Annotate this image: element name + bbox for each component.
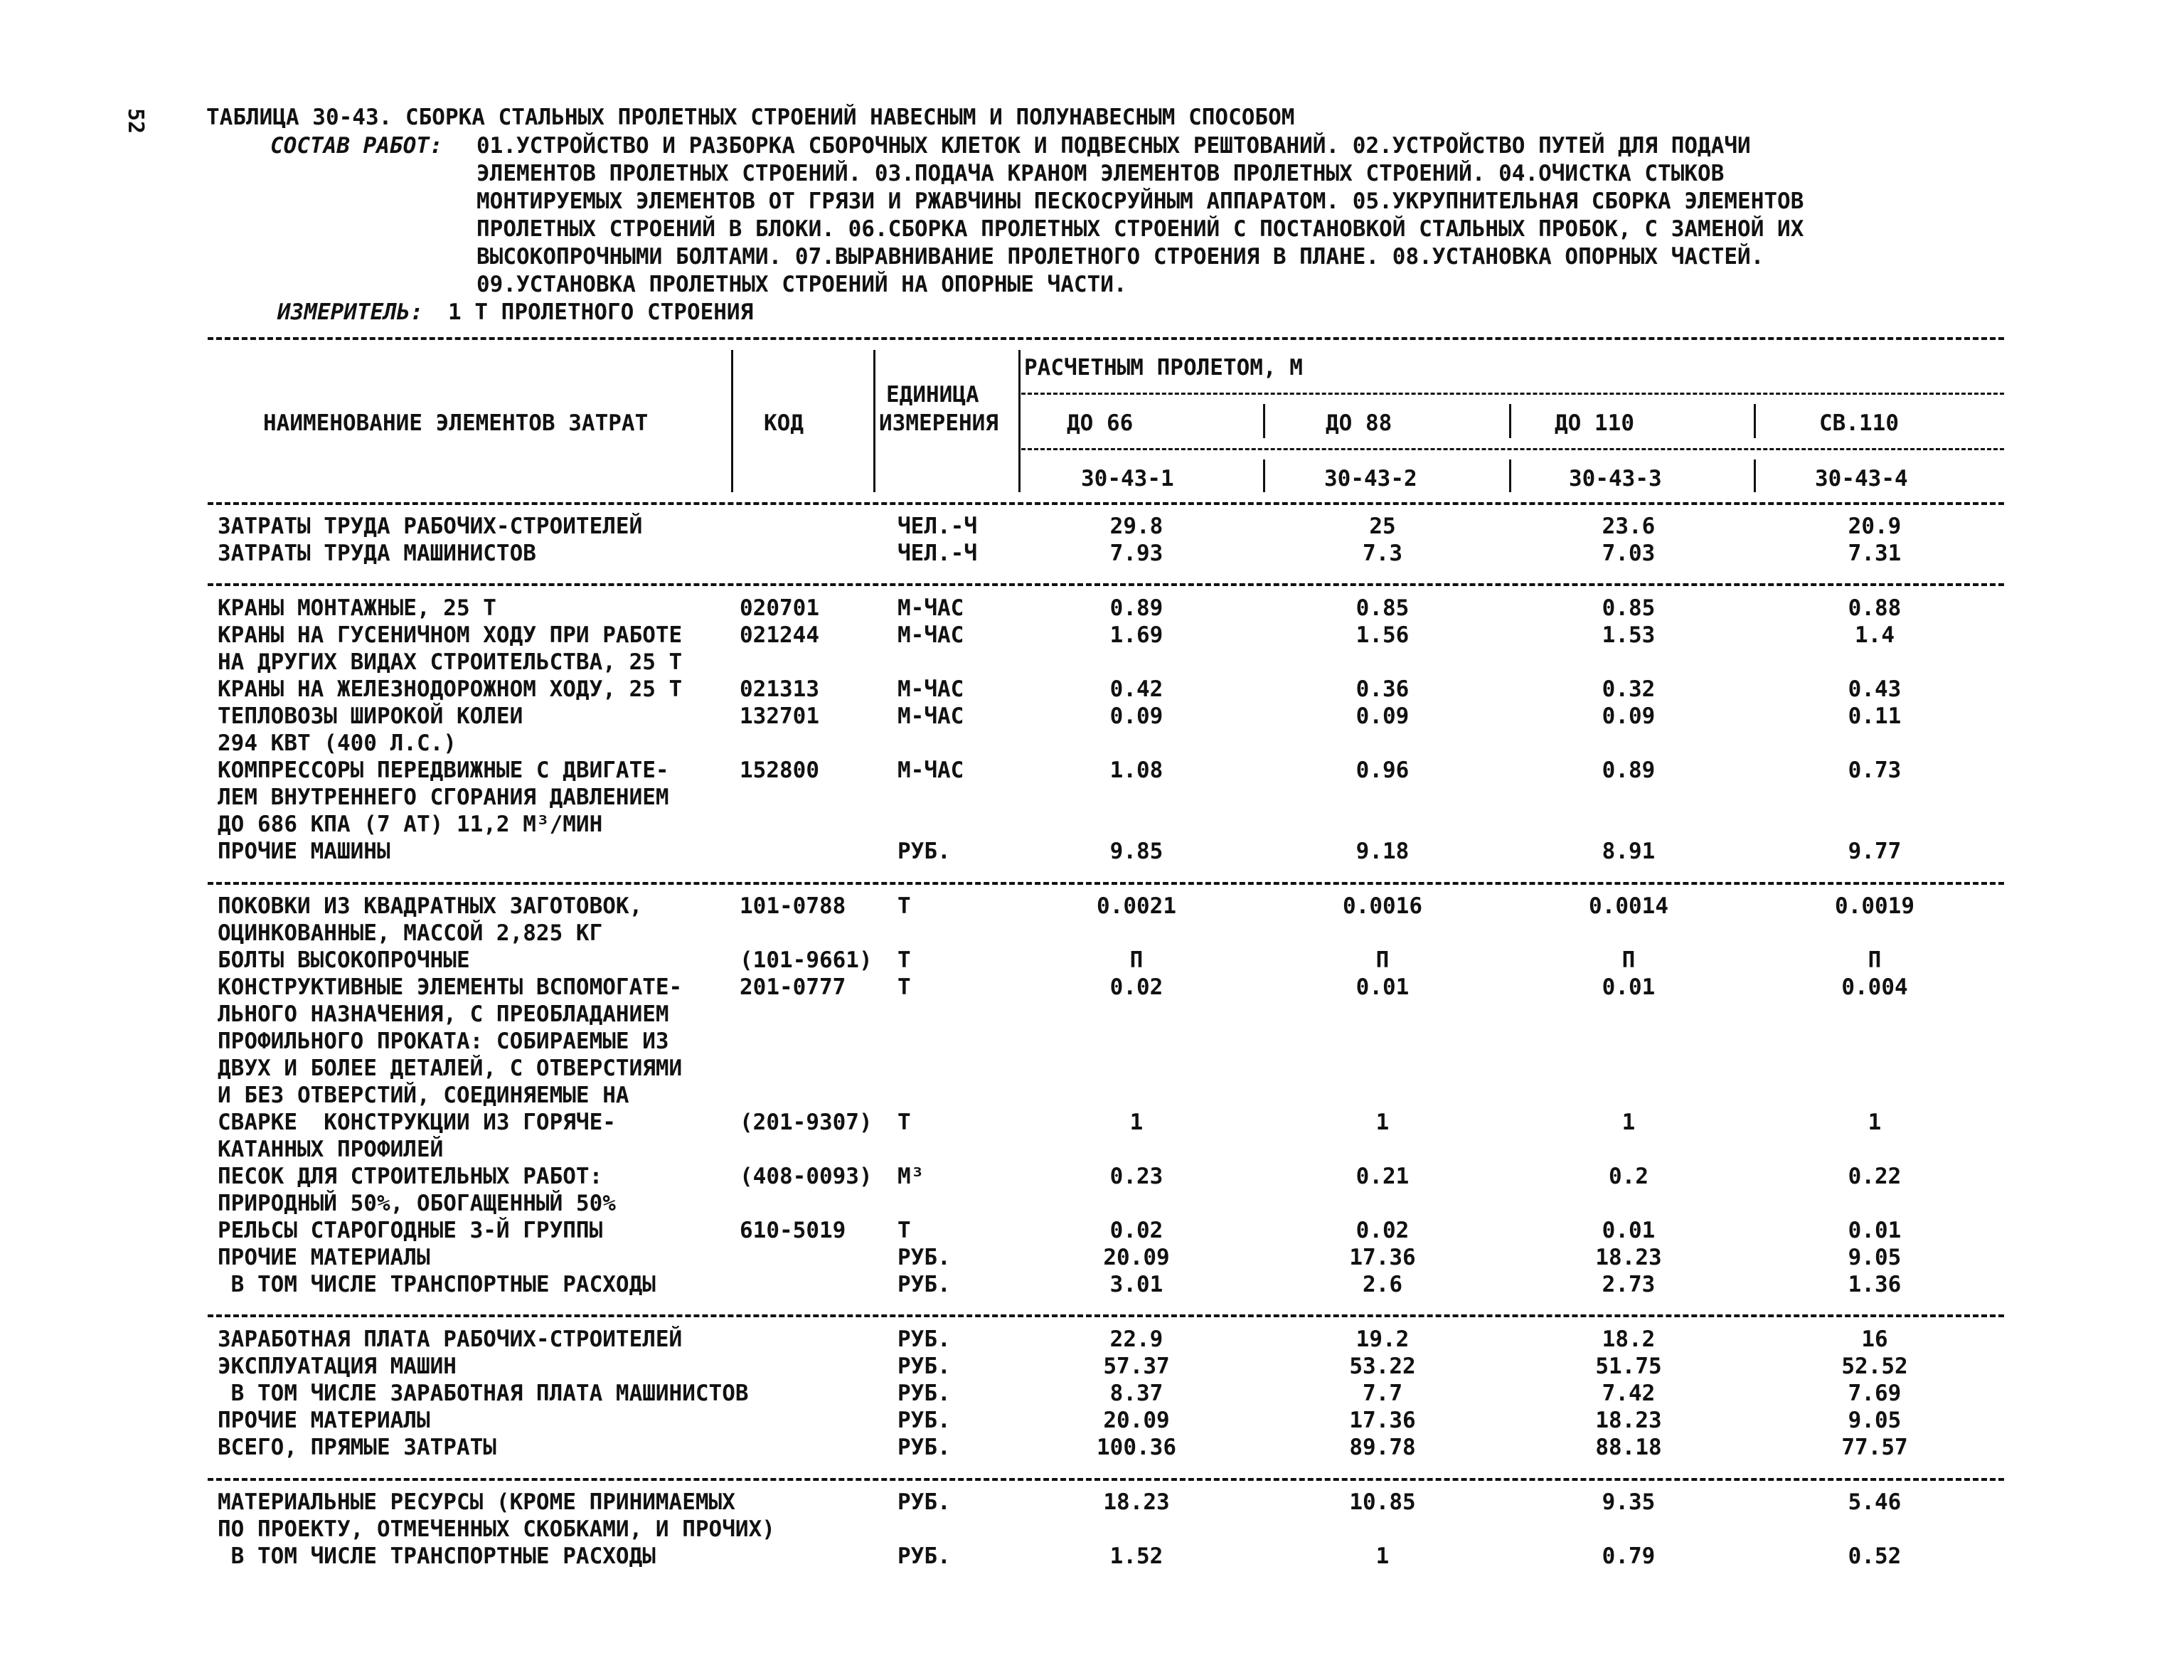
header-col-code: 30-43-1 [1081,466,1174,491]
row-code: 101-0788 [740,893,846,919]
row-value: 0.85 [1602,595,1656,621]
row-value: 9.85 [1109,839,1163,864]
row-value: 18.23 [1595,1408,1662,1433]
row-unit: М-ЧАС [897,676,964,702]
row-value: 20.09 [1103,1245,1170,1270]
row-value: П [1375,947,1390,973]
header-top-rule [208,337,2004,340]
header-inner-rule [1021,393,2004,395]
header-col-label: ДО 88 [1326,410,1392,436]
row-name: КРАНЫ НА ЖЕЛЕЗНОДОРОЖНОМ ХОДУ, 25 Т [218,676,683,702]
row-value: 52.52 [1841,1354,1908,1379]
row-name: СВАРКЕ КОНСТРУКЦИИ ИЗ ГОРЯЧЕ- [218,1110,616,1135]
row-value: 1.56 [1355,622,1410,648]
measure-value: 1 Т ПРОЛЕТНОГО СТРОЕНИЯ [448,299,754,325]
row-value: 1.4 [1855,622,1895,648]
row-unit: М-ЧАС [897,622,964,648]
row-unit: РУБ. [897,839,951,864]
row-value: 57.37 [1103,1354,1170,1379]
row-value: П [1129,947,1144,973]
row-value: 8.91 [1602,839,1656,864]
header-col-label: ДО 110 [1555,410,1634,436]
row-value: 7.69 [1848,1381,1902,1406]
row-name: БОЛТЫ ВЫСОКОПРОЧНЫЕ [218,947,470,973]
row-value: 7.3 [1363,541,1402,566]
row-name: ДВУХ И БОЛЕЕ ДЕТАЛЕЙ, С ОТВЕРСТИЯМИ [218,1056,683,1081]
row-name: ЗАРАБОТНАЯ ПЛАТА РАБОЧИХ-СТРОИТЕЛЕЙ [218,1327,683,1352]
row-value: 100.36 [1097,1435,1176,1460]
row-name: ПЕСОК ДЛЯ СТРОИТЕЛЬНЫХ РАБОТ: [218,1164,603,1189]
row-value: 0.22 [1848,1164,1902,1189]
row-value: 1 [1375,1110,1390,1135]
row-code: (101-9661) [740,947,873,973]
row-name: КОНСТРУКТИВНЫЕ ЭЛЕМЕНТЫ ВСПОМОГАТЕ- [218,974,683,1000]
row-value: 0.11 [1848,703,1902,729]
row-name: КАТАННЫХ ПРОФИЛЕЙ [218,1137,444,1162]
row-value: 1.08 [1109,757,1163,783]
row-unit: РУБ. [897,1327,951,1352]
row-value: 7.93 [1109,541,1163,566]
work-line: ЭЛЕМЕНТОВ ПРОЛЕТНЫХ СТРОЕНИЙ. 03.ПОДАЧА КРАНОМ ЭЛЕМЕНТОВ ПРОЛЕТНЫХ СТРОЕНИЙ. 04.ОЧИСТКА СТЫКОВ [476,161,1725,186]
row-value: 0.09 [1602,703,1656,729]
row-value: 5.46 [1848,1489,1902,1515]
header-divider [1263,459,1265,492]
work-line: 09.УСТАНОВКА ПРОЛЕТНЫХ СТРОЕНИЙ НА ОПОРНЫЕ ЧАСТИ. [476,272,1127,297]
row-value: 1.53 [1602,622,1656,648]
row-code: 021244 [740,622,819,648]
row-name: ПРИРОДНЫЙ 50%, ОБОГАЩЕННЫЙ 50% [218,1191,616,1216]
row-value: 0.96 [1355,757,1410,783]
row-value: 0.73 [1848,757,1902,783]
row-name: НА ДРУГИХ ВИДАХ СТРОИТЕЛЬСТВА, 25 Т [218,649,683,675]
row-value: 16 [1861,1327,1888,1352]
section-rule [208,1478,2004,1481]
row-code: (201-9307) [740,1110,873,1135]
row-name: ПРОЧИЕ МАШИНЫ [218,839,390,864]
row-value: 18.23 [1595,1245,1662,1270]
row-unit: Т [897,974,911,1000]
page-number: 52 [123,108,148,134]
row-name: ЛЕМ ВНУТРЕННЕГО СГОРАНИЯ ДАВЛЕНИЕМ [218,785,669,810]
header-col-code: 30-43-3 [1569,466,1662,491]
header-inner-rule [1021,448,2004,450]
row-value: 0.85 [1355,595,1410,621]
row-unit: РУБ. [897,1381,951,1406]
row-value: 9.05 [1848,1408,1902,1433]
row-value: П [1621,947,1636,973]
header-divider [1263,404,1265,438]
row-value: 88.18 [1595,1435,1662,1460]
row-unit: РУБ. [897,1543,951,1569]
work-line: 01.УСТРОЙСТВО И РАЗБОРКА СБОРОЧНЫХ КЛЕТОК И ПОДВЕСНЫХ РЕШТОВАНИЙ. 02.УСТРОЙСТВО ПУТЕЙ ДЛЯ ПОДАЧИ [476,133,1751,159]
header-col-label: СВ.110 [1819,410,1899,436]
row-name: ЭКСПЛУАТАЦИЯ МАШИН [218,1354,457,1379]
row-name: КОМПРЕССОРЫ ПЕРЕДВИЖНЫЕ С ДВИГАТЕ- [218,757,669,783]
row-unit: РУБ. [897,1408,951,1433]
header-divider [1754,459,1756,492]
row-value: 22.9 [1109,1327,1163,1352]
row-value: 0.01 [1602,1218,1656,1243]
header-divider [1509,404,1511,438]
row-unit: Т [897,893,911,919]
row-value: П [1868,947,1882,973]
row-value: 0.01 [1355,974,1410,1000]
row-value: 0.0021 [1097,893,1176,919]
row-value: 9.77 [1848,839,1902,864]
row-value: 18.2 [1602,1327,1656,1352]
row-value: 17.36 [1349,1245,1416,1270]
row-value: 1 [1129,1110,1144,1135]
header-span: РАСЧЕТНЫМ ПРОЛЕТОМ, М [1024,355,1303,381]
header-col-code: 30-43-2 [1324,466,1417,491]
row-value: 0.01 [1602,974,1656,1000]
row-code: 610-5019 [740,1218,846,1243]
row-value: 3.01 [1109,1272,1163,1297]
row-name: В ТОМ ЧИСЛЕ ТРАНСПОРТНЫЕ РАСХОДЫ [218,1543,656,1569]
section-rule [208,583,2004,586]
row-value: 1.52 [1109,1543,1163,1569]
row-unit: РУБ. [897,1354,951,1379]
row-value: 51.75 [1595,1354,1662,1379]
work-composition-label: СОСТАВ РАБОТ: [270,133,443,159]
row-unit: Т [897,1110,911,1135]
row-name: И БЕЗ ОТВЕРСТИЙ, СОЕДИНЯЕМЫЕ НА [218,1083,629,1108]
header-unit: ИЗМЕРЕНИЯ [879,410,998,436]
row-code: 021313 [740,676,819,702]
row-value: 7.7 [1363,1381,1402,1406]
row-name: ПОКОВКИ ИЗ КВАДРАТНЫХ ЗАГОТОВОК, [218,893,643,919]
measure-label: ИЗМЕРИТЕЛЬ: [277,299,424,325]
row-name: ПРОЧИЕ МАТЕРИАЛЫ [218,1408,430,1433]
row-unit: Т [897,1218,911,1243]
row-value: 9.35 [1602,1489,1656,1515]
row-value: 19.2 [1355,1327,1410,1352]
row-value: 0.09 [1109,703,1163,729]
header-divider [1509,459,1511,492]
header-divider [873,350,875,492]
row-unit: М³ [897,1164,925,1189]
row-unit: РУБ. [897,1489,951,1515]
row-value: 9.18 [1355,839,1410,864]
row-name: ПО ПРОЕКТУ, ОТМЕЧЕННЫХ СКОБКАМИ, И ПРОЧИХ) [218,1516,775,1542]
row-name: 294 КВТ (400 Л.С.) [218,730,457,756]
row-name: ОЦИНКОВАННЫЕ, МАССОЙ 2,825 КГ [218,920,603,946]
row-name: МАТЕРИАЛЬНЫЕ РЕСУРСЫ (КРОМЕ ПРИНИМАЕМЫХ [218,1489,735,1515]
row-value: 2.73 [1602,1272,1656,1297]
row-value: 1 [1621,1110,1636,1135]
row-name: РЕЛЬСЫ СТАРОГОДНЫЕ 3-Й ГРУППЫ [218,1218,603,1243]
row-unit: М-ЧАС [897,703,964,729]
header-divider [731,350,733,492]
row-value: 7.03 [1602,541,1656,566]
row-name: КРАНЫ МОНТАЖНЫЕ, 25 Т [218,595,496,621]
row-name: ЛЬНОГО НАЗНАЧЕНИЯ, С ПРЕОБЛАДАНИЕМ [218,1001,669,1027]
row-value: 18.23 [1103,1489,1170,1515]
row-value: 0.0019 [1835,893,1914,919]
header-col-code: 30-43-4 [1815,466,1908,491]
row-value: 9.05 [1848,1245,1902,1270]
row-code: 201-0777 [740,974,846,1000]
row-value: 89.78 [1349,1435,1416,1460]
row-value: 1.69 [1109,622,1163,648]
row-value: 0.23 [1109,1164,1163,1189]
row-name: ВСЕГО, ПРЯМЫЕ ЗАТРАТЫ [218,1435,496,1460]
row-code: 152800 [740,757,819,783]
row-value: 0.004 [1841,974,1908,1000]
row-value: 0.02 [1109,974,1163,1000]
table-title: ТАБЛИЦА 30-43. СБОРКА СТАЛЬНЫХ ПРОЛЕТНЫХ СТРОЕНИЙ НАВЕСНЫМ И ПОЛУНАВЕСНЫМ СПОСОБОМ [206,105,1295,130]
row-value: 0.0016 [1343,893,1422,919]
header-divider [1754,404,1756,438]
work-line: ВЫСОКОПРОЧНЫМИ БОЛТАМИ. 07.ВЫРАВНИВАНИЕ ПРОЛЕТНОГО СТРОЕНИЯ В ПЛАНЕ. 08.УСТАНОВКА ОПОРНЫХ ЧАСТЕЙ. [476,244,1764,270]
row-value: 0.42 [1109,676,1163,702]
header-code: КОД [764,410,804,436]
section-rule [208,882,2004,885]
row-value: 0.21 [1355,1164,1410,1189]
row-unit: РУБ. [897,1272,951,1297]
row-value: 0.02 [1109,1218,1163,1243]
row-value: 0.52 [1848,1543,1902,1569]
row-code: 020701 [740,595,819,621]
row-value: 0.01 [1848,1218,1902,1243]
row-value: 0.2 [1609,1164,1648,1189]
row-value: 7.42 [1602,1381,1656,1406]
work-line: МОНТИРУЕМЫХ ЭЛЕМЕНТОВ ОТ ГРЯЗИ И РЖАВЧИНЫ ПЕСКОСРУЙНЫМ АППАРАТОМ. 05.УКРУПНИТЕЛЬНАЯ СБОРКА ЭЛЕМЕНТОВ [476,188,1804,214]
row-name: ПРОЧИЕ МАТЕРИАЛЫ [218,1245,430,1270]
row-value: 1 [1375,1543,1390,1569]
row-name: В ТОМ ЧИСЛЕ ТРАНСПОРТНЫЕ РАСХОДЫ [218,1272,656,1297]
row-value: 0.43 [1848,676,1902,702]
row-value: 7.31 [1848,541,1902,566]
row-value: 25 [1369,514,1396,539]
row-value: 20.9 [1848,514,1902,539]
row-value: 0.88 [1848,595,1902,621]
row-name: ТЕПЛОВОЗЫ ШИРОКОЙ КОЛЕИ [218,703,523,729]
row-name: КРАНЫ НА ГУСЕНИЧНОМ ХОДУ ПРИ РАБОТЕ [218,622,683,648]
section-rule [208,502,2004,505]
row-value: 0.79 [1602,1543,1656,1569]
row-value: 0.89 [1109,595,1163,621]
row-code: 132701 [740,703,819,729]
row-value: 2.6 [1363,1272,1402,1297]
row-value: 77.57 [1841,1435,1908,1460]
row-unit: М-ЧАС [897,757,964,783]
work-line: ПРОЛЕТНЫХ СТРОЕНИЙ В БЛОКИ. 06.СБОРКА ПРОЛЕТНЫХ СТРОЕНИЙ С ПОСТАНОВКОЙ СТАЛЬНЫХ ПРОБОК, С ЗАМЕНОЙ ИХ [476,216,1804,242]
section-rule [208,1314,2004,1317]
row-value: 23.6 [1602,514,1656,539]
row-name: В ТОМ ЧИСЛЕ ЗАРАБОТНАЯ ПЛАТА МАШИНИСТОВ [218,1381,749,1406]
header-unit: ЕДИНИЦА [886,382,979,408]
row-value: 17.36 [1349,1408,1416,1433]
row-value: 0.0014 [1589,893,1668,919]
row-value: 8.37 [1109,1381,1163,1406]
row-value: 0.09 [1355,703,1410,729]
header-divider [1018,350,1021,492]
row-value: 1 [1868,1110,1882,1135]
row-value: 0.02 [1355,1218,1410,1243]
row-unit: М-ЧАС [897,595,964,621]
row-value: 0.32 [1602,676,1656,702]
row-value: 1.36 [1848,1272,1902,1297]
row-unit: РУБ. [897,1435,951,1460]
row-value: 53.22 [1349,1354,1416,1379]
row-unit: ЧЕЛ.-Ч [897,514,977,539]
row-value: 0.36 [1355,676,1410,702]
row-value: 29.8 [1109,514,1163,539]
row-unit: РУБ. [897,1245,951,1270]
row-value: 10.85 [1349,1489,1416,1515]
row-code: (408-0093) [740,1164,873,1189]
header-col-label: ДО 66 [1067,410,1134,436]
row-value: 20.09 [1103,1408,1170,1433]
row-unit: ЧЕЛ.-Ч [897,541,977,566]
row-unit: Т [897,947,911,973]
row-name: ЗАТРАТЫ ТРУДА МАШИНИСТОВ [218,541,536,566]
row-name: ПРОФИЛЬНОГО ПРОКАТА: СОБИРАЕМЫЕ ИЗ [218,1028,669,1054]
row-value: 0.89 [1602,757,1656,783]
row-name: ЗАТРАТЫ ТРУДА РАБОЧИХ-СТРОИТЕЛЕЙ [218,514,643,539]
header-name: НАИМЕНОВАНИЕ ЭЛЕМЕНТОВ ЗАТРАТ [263,410,649,436]
row-name: ДО 686 КПА (7 АТ) 11,2 М³/МИН [218,812,603,837]
